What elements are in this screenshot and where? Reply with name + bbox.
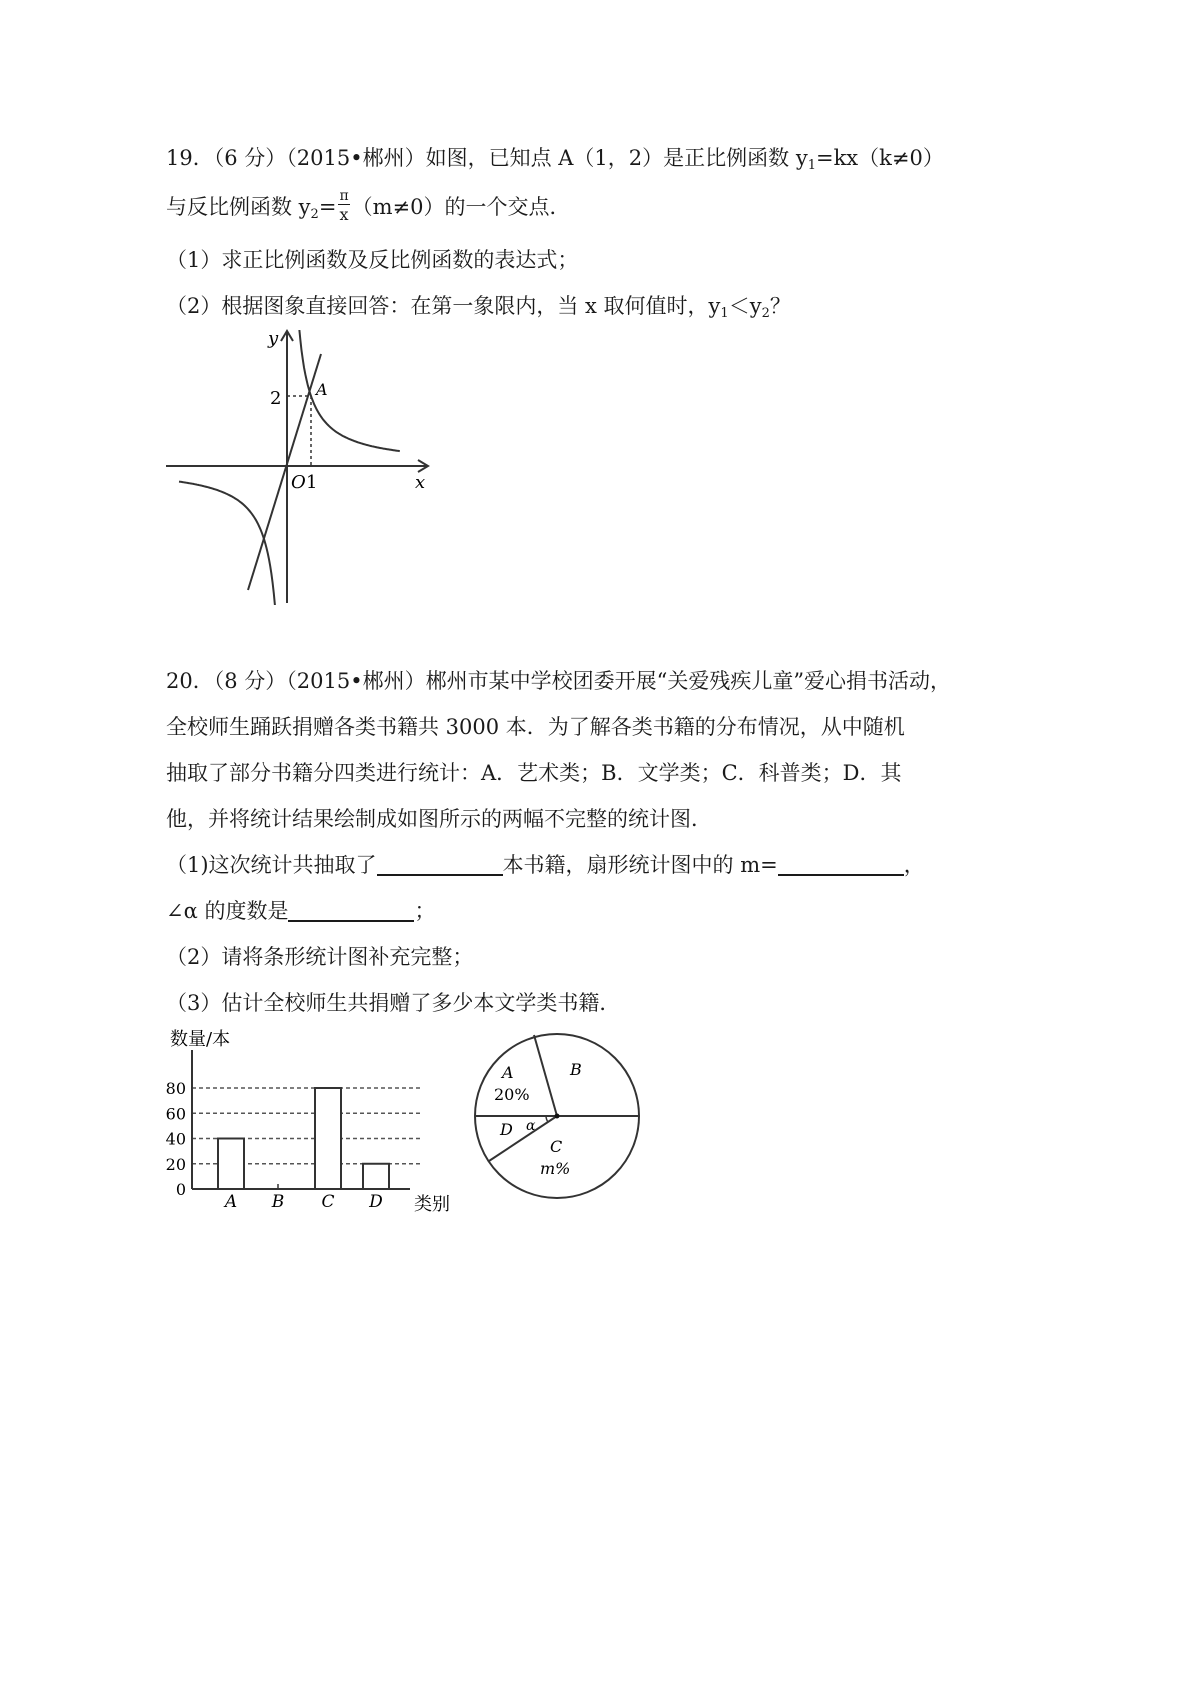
origin-label: O [291, 472, 306, 493]
pie-label-c: C [550, 1137, 563, 1156]
function-graph [160, 325, 440, 610]
subscript: 1 [807, 158, 816, 173]
subscript: 2 [761, 306, 770, 321]
hyperbola-branch-3 [179, 482, 275, 606]
q19-line-1 [166, 144, 944, 172]
q19-line-2 [166, 190, 571, 227]
q19-text: ？ [769, 294, 791, 318]
pie-label-b: B [570, 1060, 582, 1079]
y-tick-2: 2 [270, 388, 282, 409]
bar-y-tick-label: 60 [165, 1104, 186, 1124]
equals-sign: = [318, 195, 337, 219]
bar-category-label: A [224, 1192, 238, 1212]
hyperbola-branch-1 [299, 326, 400, 451]
less-than: ＜y [728, 294, 762, 318]
q20-part-1-cont [166, 897, 435, 925]
x-axis-label: x [415, 472, 426, 493]
answer-blank-total[interactable] [377, 852, 503, 876]
q20-text: ∠α 的度数是 [166, 899, 289, 923]
q19-text: 与反比例函数 y [166, 195, 311, 219]
answer-blank-alpha[interactable] [288, 898, 414, 922]
bar-chart [160, 1020, 460, 1220]
q19-text: （m≠0）的一个交点． [351, 195, 571, 219]
fraction-denominator: x [339, 205, 349, 224]
q20-part-2: （2）请将条形统计图补充完整； [166, 945, 474, 969]
q20-part-1 [166, 851, 925, 879]
bar-category-label: B [271, 1192, 285, 1212]
bar-category-label: D [369, 1192, 383, 1212]
subscript: 2 [310, 207, 319, 222]
pie-label-a: A [502, 1063, 514, 1082]
bar-d [363, 1164, 389, 1189]
fraction [338, 188, 349, 225]
pie-center [555, 1114, 560, 1119]
q20-text: 本书籍，扇形统计图中的 m= [502, 853, 778, 877]
pie-alpha-label: α [526, 1118, 536, 1134]
q20-line-4: 他，并将统计结果绘制成如图所示的两幅不完整的统计图． [166, 807, 712, 831]
bar-category-label: C [321, 1192, 335, 1212]
bar-y-tick-label: 80 [165, 1079, 186, 1098]
pie-chart [470, 1028, 650, 1208]
q19-text: =kx（k≠0） [815, 146, 944, 170]
q20-line-1: 20．（8 分）（2015•郴州）郴州市某中学校团委开展“关爱残疾儿童”爱心捐书活动， [166, 669, 952, 693]
answer-blank-m[interactable] [778, 852, 904, 876]
q20-text: （1)这次统计共抽取了 [166, 853, 377, 877]
x-tick-1: 1 [306, 472, 318, 493]
pie-divider-ab [534, 1035, 557, 1116]
point-a-label: A [316, 380, 328, 399]
pie-percent-a: 20% [494, 1085, 530, 1104]
q19-text: （2）根据图象直接回答：在第一象限内，当 x 取何值时，y [166, 294, 721, 318]
bar-y-tick-label: 0 [175, 1180, 186, 1199]
pie-label-d: D [500, 1120, 513, 1139]
bar-y-tick-label: 40 [165, 1129, 186, 1149]
bar-chart-y-label: 数量/本 [170, 1029, 231, 1050]
q19-part-1: （1）求正比例函数及反比例函数的表达式； [166, 248, 579, 272]
q20-part-3: （3）估计全校师生共捐赠了多少本文学类书籍． [166, 991, 621, 1015]
y-axis-label: y [268, 328, 279, 349]
q19-text: 19．（6 分）（2015•郴州）如图，已知点 A（1，2）是正比例函数 y [166, 146, 808, 170]
pie-percent-c: m% [540, 1159, 571, 1178]
bar-chart-x-label: 类别 [414, 1194, 450, 1215]
bar-c [315, 1088, 341, 1189]
q20-line-3: 抽取了部分书籍分四类进行统计：A．艺术类；B．文学类；C．科普类；D．其 [166, 761, 902, 785]
q20-text: ； [414, 899, 436, 923]
bar-a [218, 1139, 244, 1190]
fraction-numerator: π [339, 188, 349, 204]
subscript: 1 [720, 306, 729, 321]
q20-line-2: 全校师生踊跃捐赠各类书籍共 3000 本．为了解各类书籍的分布情况，从中随机 [166, 715, 905, 739]
bar-y-tick-label: 20 [165, 1154, 186, 1174]
q20-text: ， [903, 853, 925, 877]
q19-part-2 [166, 292, 791, 320]
